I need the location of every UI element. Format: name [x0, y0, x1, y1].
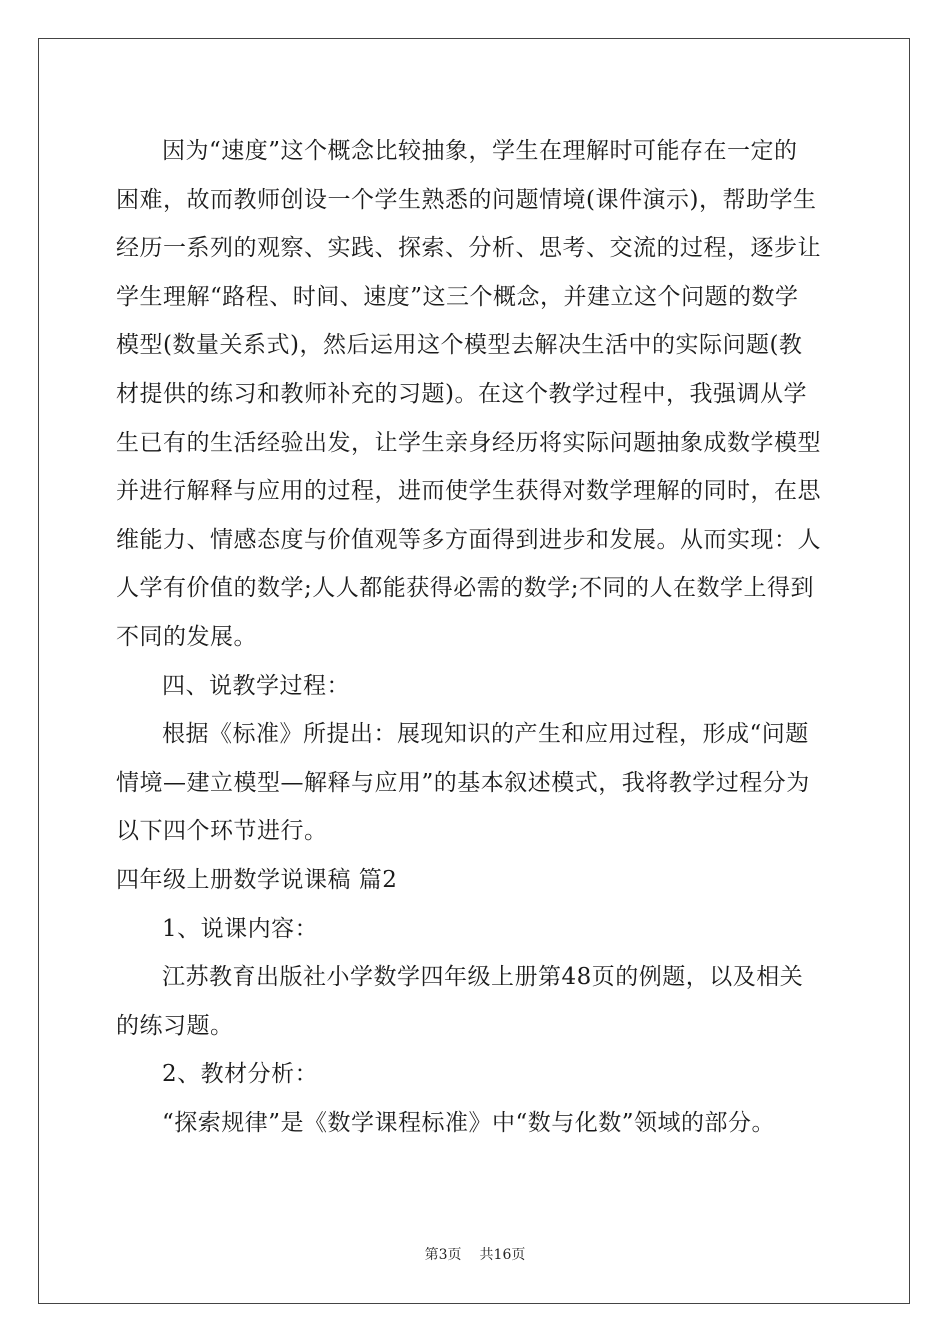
page-footer — [0, 1244, 950, 1264]
text-line: 模型(数量关系式)，然后运用这个模型去解决生活中的实际问题(教 — [116, 332, 803, 359]
text-line: 经历一系列的观察、实践、探索、分析、思考、交流的过程，逐步让 — [116, 235, 821, 262]
text-line: 以下四个环节进行。 — [116, 818, 328, 845]
text-line: 材提供的练习和教师补充的习题)。在这个教学过程中，我强调从学 — [116, 380, 807, 407]
text-line: 维能力、情感态度与价值观等多方面得到进步和发展。从而实现：人 — [116, 526, 821, 553]
text-line: 情境—建立模型—解释与应用”的基本叙述模式，我将教学过程分为 — [116, 769, 810, 796]
text-line: 不同的发展。 — [116, 623, 257, 650]
text-line: 因为“速度”这个概念比较抽象，学生在理解时可能存在一定的 — [162, 138, 798, 164]
text-line: 江苏教育出版社小学数学四年级上册第48页的例题，以及相关 — [162, 964, 804, 991]
text-line: 学生理解“路程、时间、速度”这三个概念，并建立这个问题的数学 — [116, 283, 799, 310]
page-total: 共16页 — [479, 1247, 526, 1263]
article-title: 四年级上册数学说课稿 篇2 — [116, 866, 398, 893]
page-number: 第3页 — [424, 1247, 462, 1263]
section-heading: 四、说教学过程： — [162, 672, 350, 699]
text-line: 困难，故而教师创设一个学生熟悉的问题情境(课件演示)，帮助学生 — [116, 186, 817, 213]
document-body — [116, 127, 836, 1147]
text-line: 根据《标准》所提出：展现知识的产生和应用过程，形成“问题 — [162, 721, 809, 748]
section-heading: 1、说课内容： — [162, 915, 319, 942]
text-line: 的练习题。 — [116, 1012, 234, 1039]
section-heading: 2、教材分析： — [162, 1061, 319, 1088]
text-line: 生已有的生活经验出发，让学生亲身经历将实际问题抽象成数学模型 — [116, 429, 821, 456]
text-line: 并进行解释与应用的过程，进而使学生获得对数学理解的同时，在思 — [116, 478, 821, 505]
text-line: 人学有价值的数学;人人都能获得必需的数学;不同的人在数学上得到 — [116, 575, 814, 602]
text-line: “探索规律”是《数学课程标准》中“数与化数”领域的部分。 — [162, 1109, 776, 1136]
